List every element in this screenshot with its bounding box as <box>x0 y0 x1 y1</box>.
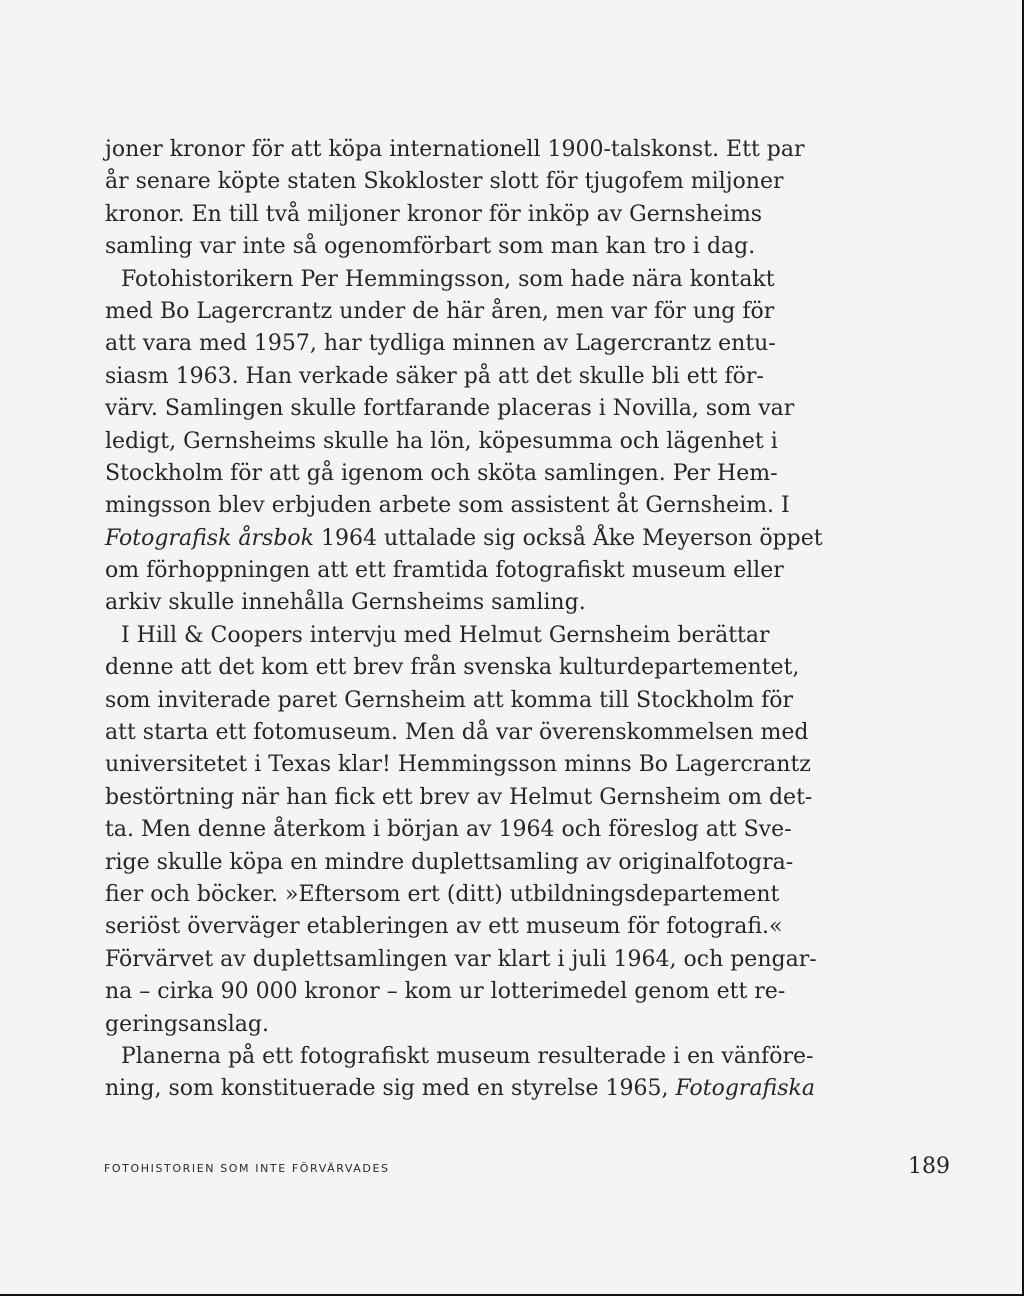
text-line: Förvärvet av duplettsamlingen var klart i juli 1964, och pengar- <box>105 946 817 972</box>
text-line: bestörtning när han fick ett brev av Helmut Gernsheim om det- <box>105 784 813 810</box>
text-line: joner kronor för att köpa internationell 1900-talskonst. Ett par <box>105 137 805 162</box>
text-line: år senare köpte staten Skokloster slott för tjugofem miljoner <box>105 169 784 195</box>
text-line: fier och böcker. »Eftersom ert (ditt) utbildningsdepartement <box>105 881 780 907</box>
text-line-start: ning, som konstituerade sig med en styrelse 1965, <box>105 1076 676 1102</box>
text-line: ledigt, Gernsheims skulle ha lön, köpesumma och lägenhet i <box>105 428 778 454</box>
text-line: Planerna på ett fotografiskt museum resulterade i en vänföre- <box>121 1043 814 1069</box>
text-line <box>105 1073 815 1105</box>
text-line: mingsson blev erbjuden arbete som assistent åt Gernsheim. I <box>105 493 790 519</box>
text-line: Fotohistorikern Per Hemmingsson, som hade nära kontakt <box>121 266 775 292</box>
text-line: ta. Men denne återkom i början av 1964 och föreslog att Sve- <box>105 817 792 843</box>
text-line: seriöst överväger etableringen av ett museum för fotografi.« <box>105 914 783 940</box>
text-line: om förhoppningen att ett framtida fotografiskt museum eller <box>105 558 784 584</box>
text-line <box>105 523 823 555</box>
text-line: universitetet i Texas klar! Hemmingsson minns Bo Lagercrantz <box>105 752 811 778</box>
text-line-rest: 1964 uttalade sig också Åke Meyerson öppet <box>313 525 823 551</box>
text-line: denne att det kom ett brev från svenska kulturdepartementet, <box>105 655 800 681</box>
italic-title: Fotografiska <box>675 1076 815 1102</box>
text-line: att vara med 1957, har tydliga minnen av Lagercrantz entu- <box>105 331 776 357</box>
running-footer-title: FOTOHISTORIEN SOM INTE FÖRVÄRVADES <box>104 1162 390 1175</box>
text-line: Stockholm för att gå igenom och sköta samlingen. Per Hem- <box>105 460 778 486</box>
body-text <box>105 134 823 1106</box>
text-line: arkiv skulle innehålla Gernsheims samling. <box>105 590 586 616</box>
text-line: som inviterade paret Gernsheim att komma till Stockholm för <box>105 687 794 713</box>
page-number: 189 <box>908 1154 950 1179</box>
text-line: värv. Samlingen skulle fortfarande placeras i Novilla, som var <box>105 396 795 422</box>
italic-title: Fotografisk årsbok <box>105 525 314 551</box>
text-line: rige skulle köpa en mindre duplettsamling av originalfotogra- <box>105 849 794 875</box>
text-line: siasm 1963. Han verkade säker på att det skulle bli ett för- <box>105 363 764 389</box>
text-line: samling var inte så ogenomförbart som man kan tro i dag. <box>105 234 756 260</box>
text-line: geringsanslag. <box>105 1011 270 1037</box>
text-line: att starta ett fotomuseum. Men då var överenskommelsen med <box>105 720 809 746</box>
text-line: kronor. En till två miljoner kronor för inköp av Gernsheims <box>105 201 763 227</box>
text-line: I Hill & Coopers intervju med Helmut Gernsheim berättar <box>121 622 770 648</box>
text-line: na – cirka 90 000 kronor – kom ur lotterimedel genom ett re- <box>105 979 786 1005</box>
text-line: med Bo Lagercrantz under de här åren, men var för ung för <box>105 298 775 324</box>
